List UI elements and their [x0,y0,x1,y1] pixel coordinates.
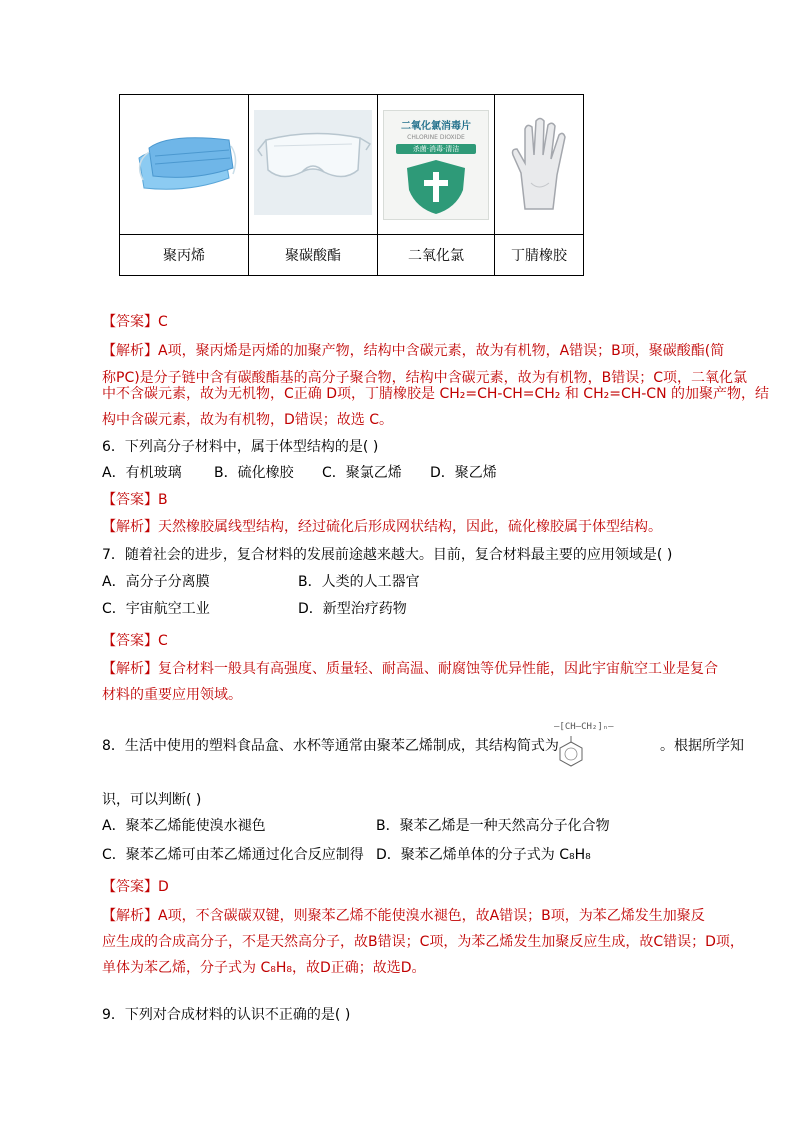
q5-answer [102,312,168,332]
q8-stem-line-1-end: 。根据所学知 [660,738,744,754]
disinfectant-pack [383,110,489,220]
q8-option-a: A．聚苯乙烯能使溴水褪色 [102,818,266,834]
q8-options-row-2 [102,845,591,865]
q8-option-b: B．聚苯乙烯是一种天然高分子化合物 [376,818,610,834]
q6-option-d: D．聚乙烯 [430,465,497,481]
answer-tag: 【答案】 [102,314,158,330]
q8-analysis-line-3: 单体为苯乙烯，分子式为 C₈H₈，故D正确；故选D。 [102,960,426,976]
q8-option-c: C．聚苯乙烯可由苯乙烯通过化合反应制得 [102,847,364,863]
material-label-polypropylene: 聚丙烯 [120,235,249,276]
q8-options-row-1 [102,816,610,836]
q7-option-b: B．人类的人工器官 [298,574,420,590]
q7-options-row-2 [102,599,407,619]
q6-option-c: C．聚氯乙烯 [322,465,402,481]
q7-option-a: A．高分子分离膜 [102,574,210,590]
q7-analysis-line-2: 材料的重要应用领域。 [102,687,242,703]
q7-analysis-line-1: 【解析】复合材料一般具有高强度、质量轻、耐高温、耐腐蚀等优异性能，因此宇宙航空工业是复合 [102,661,718,677]
glove-icon [503,113,575,213]
polystyrene-formula [548,722,660,772]
goggles-image-cell [249,95,378,235]
q6-stem: 6．下列高分子材料中，属于体型结构的是( ) [102,439,379,455]
q6-option-b: B．硫化橡胶 [214,465,294,481]
q8-option-d: D．聚苯乙烯单体的分子式为 C₈H₈ [376,847,591,863]
q6-options [102,463,497,483]
shield-cross-icon [401,158,471,216]
answer-value: C [158,314,168,330]
q8-answer: 【答案】D [102,879,169,895]
formula-text: —[CH—CH₂]ₙ— [554,722,614,732]
q6-option-a: A．有机玻璃 [102,465,182,481]
pack-band: 杀菌·消毒·清洁 [396,144,476,154]
q7-stem: 7．随着社会的进步，复合材料的发展前途越来越大。目前，复合材料最主要的应用领域是( ) [102,547,673,563]
material-label-polycarbonate: 聚碳酸酯 [249,235,378,276]
q7-options-row-1 [102,572,420,592]
material-label-nitrile-rubber: 丁腈橡胶 [495,235,584,276]
face-mask-icon [129,118,239,208]
q8-analysis-line-2: 应生成的合成高分子，不是天然高分子，故B错误；C项，为苯乙烯发生加聚反应生成，故C错误；D项， [102,934,744,950]
q9-stem: 9．下列对合成材料的认识不正确的是( ) [102,1007,351,1023]
q8-stem-line-2: 识，可以判断( ) [102,792,202,808]
pack-subtitle: CHLORINE DIOXIDE [407,133,465,141]
goggles-icon [254,110,372,215]
q8-analysis-line-1: 【解析】A项，不含碳碳双键，则聚苯乙烯不能使溴水褪色，故A错误；B项，为苯乙烯发生加聚反 [102,908,705,924]
pack-title: 二氧化氯消毒片 [401,120,471,132]
material-label-chlorine-dioxide: 二氧化氯 [378,235,495,276]
q7-option-c: C．宇宙航空工业 [102,601,210,617]
q6-analysis: 【解析】天然橡胶属线型结构，经过硫化后形成网状结构，因此，硫化橡胶属于体型结构。 [102,519,662,535]
q5-analysis-line-1: 【解析】A项，聚丙烯是丙烯的加聚产物，结构中含碳元素，故为有机物，A错误；B项，聚碳酸酯(简 [102,343,725,359]
q5-analysis-line-4: 构中含碳元素，故为有机物，D错误；故选 C。 [102,412,394,428]
q7-answer: 【答案】C [102,633,168,649]
mask-image-cell [120,95,249,235]
q5-analysis-line-3: 中不含碳元素，故为无机物，C正确 D项，丁腈橡胶是 CH₂=CH-CH=CH₂ 和 CH₂=CH-CN 的加聚产物，结 [102,386,770,402]
q7-option-d: D．新型治疗药物 [298,601,407,617]
q5-analysis-line-2: 称PC)是分子链中含有碳酸酯基的高分子聚合物，结构中含碳元素，故为有机物，B错误；C项，二氧化氯 [102,370,748,386]
materials-table [119,94,584,276]
q8-stem-line-1: 8．生活中使用的塑料食品盒、水杯等通常由聚苯乙烯制成，其结构简式为 [102,738,559,754]
disinfectant-image-cell [378,95,495,235]
gloves-image-cell [495,95,584,235]
analysis-tag: 【解析】 [102,343,158,359]
q6-answer: 【答案】B [102,492,168,508]
benzene-ring-icon [556,736,586,768]
